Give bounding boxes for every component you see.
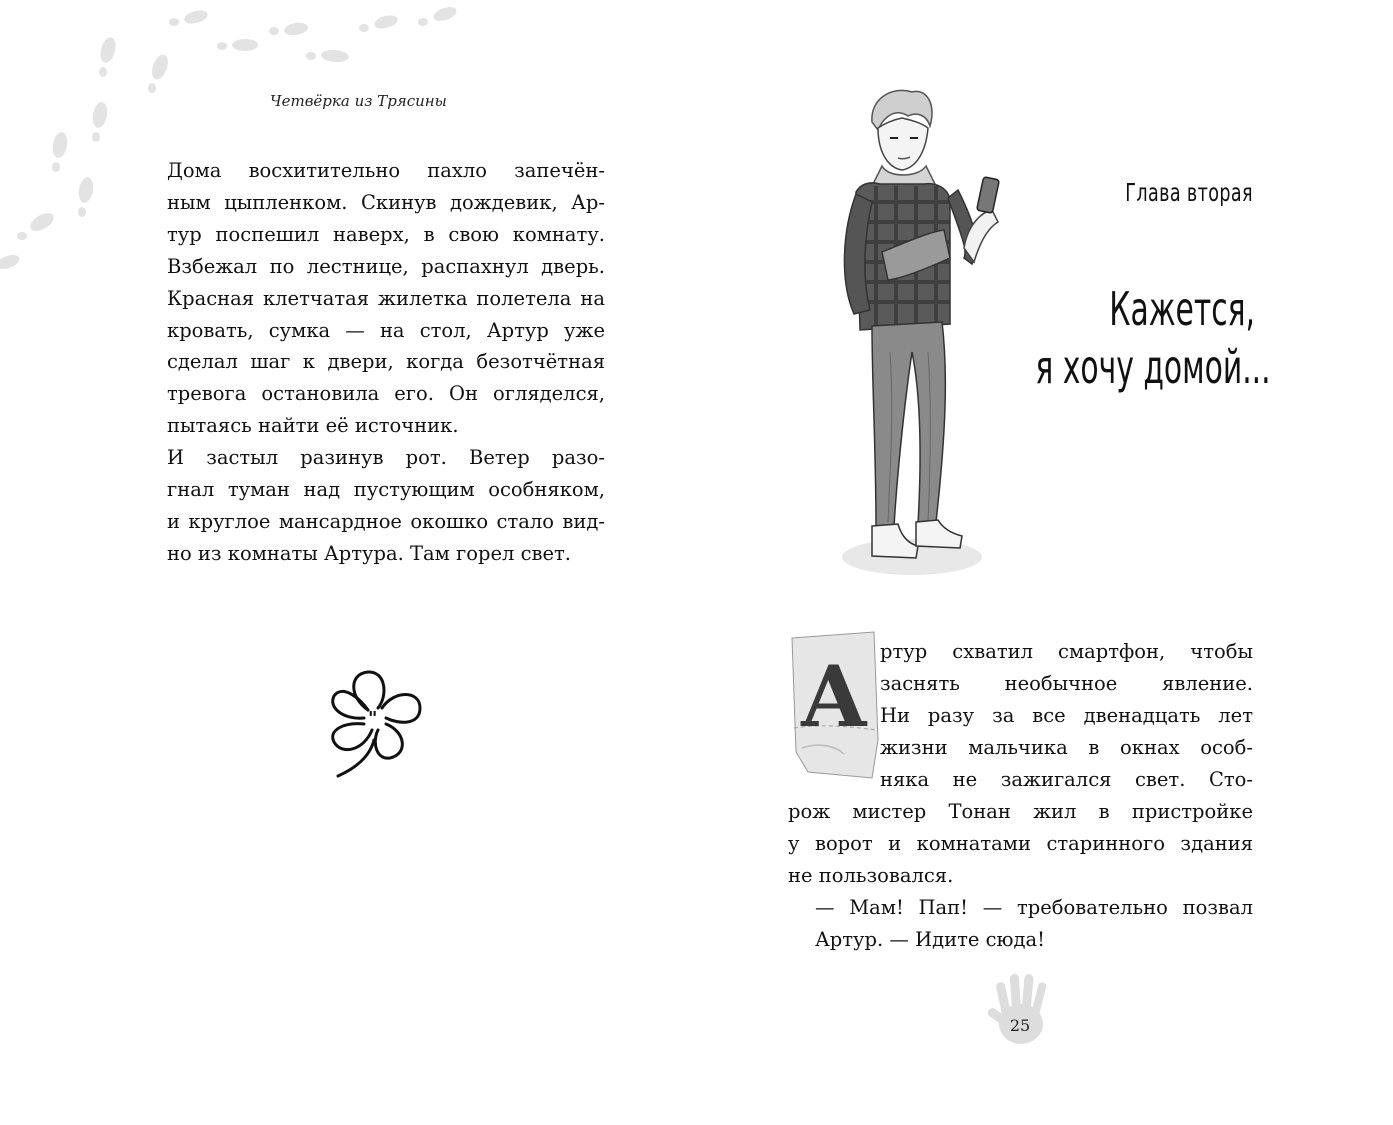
text-line: Красная клетчатая жилетка полетела на bbox=[167, 286, 605, 310]
torn-paper-icon bbox=[788, 630, 880, 780]
text-line: Дома восхитительно пахло запечён- bbox=[167, 159, 605, 182]
paragraph-1 bbox=[140, 155, 605, 442]
chapter-title-line: Кажется, bbox=[1109, 282, 1255, 336]
left-page-text bbox=[140, 155, 605, 570]
text-line: пытаясь найти её источник. bbox=[167, 414, 459, 438]
text-line: не пользовался. bbox=[788, 863, 954, 887]
svg-text:": " bbox=[368, 708, 378, 729]
drop-cap-letter: А bbox=[799, 647, 869, 746]
text-line: заснять необычное явление. bbox=[880, 671, 1253, 695]
paragraph-2 bbox=[788, 892, 1253, 956]
text-line: Взбежал по лестнице, распахнул дверь. bbox=[167, 254, 605, 278]
right-page-text bbox=[788, 796, 1253, 956]
text-line: няка не зажигался свет. Сто- bbox=[880, 767, 1253, 791]
drop-cap bbox=[788, 630, 880, 780]
text-line: кровать, сумка — на стол, Артур уже bbox=[167, 318, 605, 342]
chapter-title bbox=[1035, 280, 1271, 396]
boy-with-phone-illustration bbox=[832, 82, 1012, 582]
text-line: рож мистер Тонан жил в пристройке bbox=[788, 800, 1253, 823]
handprint-icon bbox=[985, 968, 1057, 1048]
text-line: гнал туман над пустующим особняком, bbox=[167, 478, 605, 502]
right-page-text-beside-cap bbox=[880, 636, 1253, 796]
paragraph-1-rest bbox=[788, 796, 1253, 892]
text-line: ным цыпленком. Скинув дождевик, Ар- bbox=[167, 190, 605, 214]
text-line: ртур схватил смартфон, чтобы bbox=[880, 640, 1253, 663]
text-line: тур поспешил наверх, в свою комнату. bbox=[167, 222, 605, 246]
text-line: у ворот и комнатами старинного здания bbox=[788, 831, 1253, 855]
text-line: — Мам! Пап! — требовательно позвал bbox=[815, 895, 1253, 919]
paragraph-1-start bbox=[880, 636, 1253, 796]
text-line: сделал шаг к двери, когда безотчётная bbox=[167, 350, 605, 374]
chapter-label: Глава вторая bbox=[1125, 178, 1253, 207]
text-line: Артур. — Идите сюда! bbox=[815, 927, 1045, 951]
paragraph-2 bbox=[140, 442, 605, 570]
text-line: но из комнаты Артура. Там горел свет. bbox=[167, 541, 571, 565]
chapter-title-line: я хочу домой... bbox=[1035, 340, 1271, 394]
text-line: И застыл разинув рот. Ветер разо- bbox=[167, 446, 605, 470]
text-line: Ни разу за все двенадцать лет bbox=[880, 703, 1253, 727]
page-number: 25 bbox=[1009, 1016, 1031, 1035]
text-line: жизни мальчика в окнах особ- bbox=[880, 735, 1253, 759]
flower-doodle-icon bbox=[320, 668, 430, 783]
running-head: Четвёрка из Трясины bbox=[270, 92, 447, 110]
text-line: тревога остановила его. Он огляделся, bbox=[167, 382, 605, 406]
text-line: и круглое мансардное окошко стало вид- bbox=[167, 509, 605, 533]
